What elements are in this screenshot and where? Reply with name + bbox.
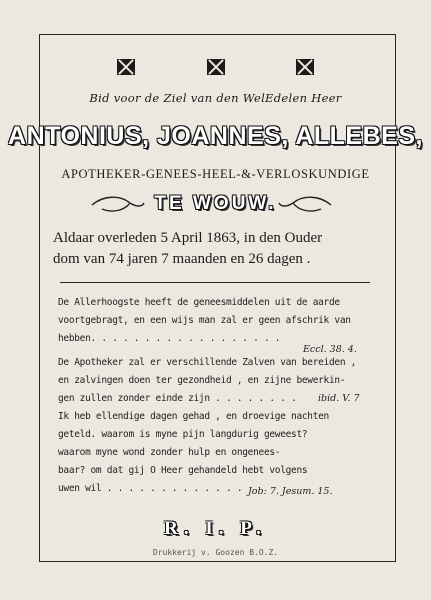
- intro-text: Bid voor de Ziel van den WelEdelen Heer: [89, 91, 342, 105]
- scripture-reference: ibid. V. 7: [318, 393, 360, 404]
- crosses-row: [0, 59, 431, 79]
- scripture-reference: Eccl. 38. 4.: [303, 344, 357, 355]
- verse-line: en zalvingen doen ter gezondheid , en zijne bewerkin-: [58, 375, 346, 386]
- verse-line: waarom myne wond zonder hulp en ongenees-: [58, 447, 281, 458]
- deceased-name: ANTONIUS, JOANNES, ALLEBES,: [8, 122, 423, 150]
- verse-line: baar? om dat gij O Heer gehandeld hebt volgens: [58, 465, 308, 476]
- death-line-1: Aldaar overleden 5 April 1863, in den Ouder: [53, 230, 323, 246]
- cross-icon: [296, 59, 314, 75]
- verse-line: gen zullen zonder einde zijn . . . . . . . .: [58, 393, 297, 404]
- flourish-right-icon: [277, 193, 333, 217]
- verse-line: Ik heb ellendige dagen gehad , en droevige nachten: [58, 411, 329, 422]
- place-name: TE WOUW.: [154, 193, 277, 214]
- cross-icon: [117, 59, 135, 75]
- verse-line: De Allerhoogste heeft de geneesmiddelen uit de aarde: [58, 297, 340, 308]
- verse-line: hebben. . . . . . . . . . . . . . . . . .: [58, 333, 281, 344]
- verse-line: geteld. waarom is myne pijn langdurig geweest?: [58, 429, 308, 440]
- death-line-2: dom van 74 jaren 7 maanden en 26 dagen .: [53, 251, 311, 267]
- profession: APOTHEKER-GENEES-HEEL-&-VERLOSKUNDIGE: [61, 167, 370, 181]
- verse-line: De Apotheker zal er verschillende Zalven van bereiden ,: [58, 357, 357, 368]
- verse-line: uwen wil . . . . . . . . . . . . .: [58, 483, 243, 494]
- scripture-reference: Job: 7. Jesum. 15.: [248, 486, 333, 497]
- printer-imprint: Drukkerij v. Goozen B.O.Z.: [152, 548, 279, 557]
- divider: [60, 282, 370, 283]
- cross-icon: [207, 59, 225, 75]
- verse-line: voortgebragt, en een wijs man zal er geen afschrik van: [58, 315, 351, 326]
- place-block: [0, 193, 431, 223]
- rip-text: R. I. P.: [164, 518, 267, 539]
